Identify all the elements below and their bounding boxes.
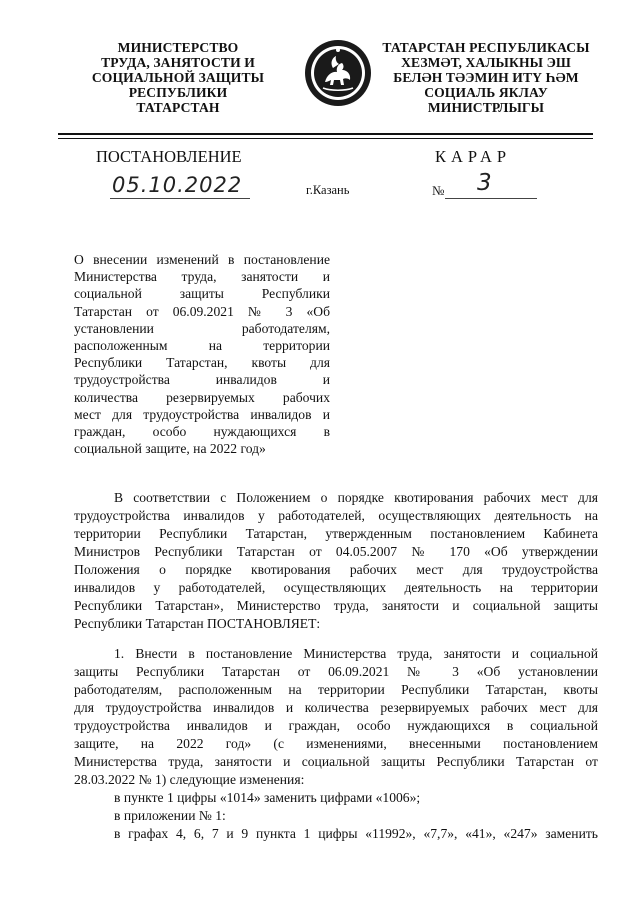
subject-line: количества резервируемых рабочих xyxy=(74,389,330,405)
paragraph-line: Республики Татарстан ПОСТАНОВЛЯЕТ: xyxy=(74,616,321,631)
subject-line: О внесении изменений в постановление xyxy=(74,252,330,267)
decree-date: 05.10.2022 xyxy=(112,173,243,197)
subject-line: Республики Татарстан, квоты для xyxy=(74,355,330,371)
subject-line: трудоустройства инвалидов и xyxy=(74,372,330,388)
decree-title-tt: КАРАР xyxy=(435,147,512,166)
paragraph-line: территории Республики Татарстан, утвержденным постановлением Кабинета xyxy=(74,526,598,541)
subject-line: установлении работодателям, xyxy=(74,320,330,336)
paragraph-line: Республики Татарстан», Министерство труда, занятости и социальной защиты xyxy=(74,598,598,613)
ministry-ru-line: МИНИСТЕРСТВО xyxy=(117,40,239,55)
ministry-ru-line: ТАТАРСТАН xyxy=(136,100,220,115)
decree-city: г.Казань xyxy=(306,183,350,197)
ministry-name-tt xyxy=(370,40,602,115)
number-underline xyxy=(445,198,537,199)
decree-title-ru: ПОСТАНОВЛЕНИЕ xyxy=(96,147,242,166)
ministry-tt-line: ХЕЗМӘТ, ХАЛЫКНЫ ЭШ xyxy=(401,55,571,70)
paragraph-line: защите, на 2022 год» (с изменениями, внесенными постановлением xyxy=(74,736,598,751)
date-underline xyxy=(110,198,250,199)
clause-1-paragraph xyxy=(74,645,598,843)
tatarstan-coat-of-arms-icon xyxy=(303,38,373,108)
header-divider-thin xyxy=(58,138,593,139)
paragraph-line: в приложении № 1: xyxy=(114,808,226,823)
paragraph-line: работодателям, расположенным на территории Республики Татарстан, квоты xyxy=(74,682,598,697)
subject-line: Татарстан от 06.09.2021 № 3 «Об xyxy=(74,303,330,319)
subject-line: социальной защите, на 2022 год» xyxy=(74,441,266,457)
ministry-ru-line: СОЦИАЛЬНОЙ ЗАЩИТЫ xyxy=(91,70,265,85)
decree-subject xyxy=(74,251,330,457)
paragraph-line: трудоустройства инвалидов у работодателей, осуществляющих деятельность на xyxy=(74,508,598,523)
paragraph-line: для трудоустройства инвалидов и количества резервируемых рабочих мест для xyxy=(74,700,598,715)
header-divider xyxy=(58,133,593,135)
paragraph-line: Министерства труда, занятости и социальной защиты Республики Татарстан от xyxy=(74,754,598,769)
subject-line: социальной защиты Республики xyxy=(74,286,330,302)
ministry-tt-line: СОЦИАЛЬ ЯКЛАУ xyxy=(424,85,548,100)
decree-number: 3 xyxy=(477,170,492,196)
subject-line: Министерства труда, занятости и xyxy=(74,269,330,285)
decree-number-label: № xyxy=(432,183,445,198)
ministry-name-ru xyxy=(58,40,298,115)
ministry-tt-line: МИНИСТРЛЫГЫ xyxy=(427,100,545,115)
paragraph-line: в пункте 1 цифры «1014» заменить цифрами «1006»; xyxy=(114,790,421,805)
ministry-tt-line: БЕЛӘН ТӘЭМИН ИТҮ ҺӘМ xyxy=(393,70,579,85)
subject-line: расположенным на территории xyxy=(74,338,330,354)
paragraph-line: трудоустройства инвалидов и граждан, особо нуждающихся в социальной xyxy=(74,718,598,733)
ministry-ru-line: РЕСПУБЛИКИ xyxy=(128,85,228,100)
paragraph-line: Положения о порядке квотирования рабочих мест для трудоустройства xyxy=(74,562,598,577)
paragraph-line: Министров Республики Татарстан от 04.05.2007 № 170 «Об утверждении xyxy=(74,544,598,559)
ministry-ru-line: ТРУДА, ЗАНЯТОСТИ И xyxy=(101,55,255,70)
paragraph-line: инвалидов у работодателей, осуществляющих деятельность на территории xyxy=(74,580,598,595)
paragraph-line: В соответствии с Положением о порядке квотирования рабочих мест для xyxy=(114,490,598,505)
paragraph-line: в графах 4, 6, 7 и 9 пункта 1 цифры «11992», «7,7», «41», «247» заменить xyxy=(114,826,598,841)
preamble-paragraph xyxy=(74,489,598,633)
subject-line: мест для трудоустройства инвалидов и xyxy=(74,406,330,422)
paragraph-line: защиты Республики Татарстан от 06.09.2021 № 3 «Об установлении xyxy=(74,664,598,679)
ministry-tt-line: ТАТАРСТАН РЕСПУБЛИКАСЫ xyxy=(382,40,590,55)
subject-line: граждан, особо нуждающихся в xyxy=(74,424,330,440)
paragraph-line: 28.03.2022 № 1) следующие изменения: xyxy=(74,772,305,787)
paragraph-line: 1. Внести в постановление Министерства труда, занятости и социальной xyxy=(114,646,598,661)
